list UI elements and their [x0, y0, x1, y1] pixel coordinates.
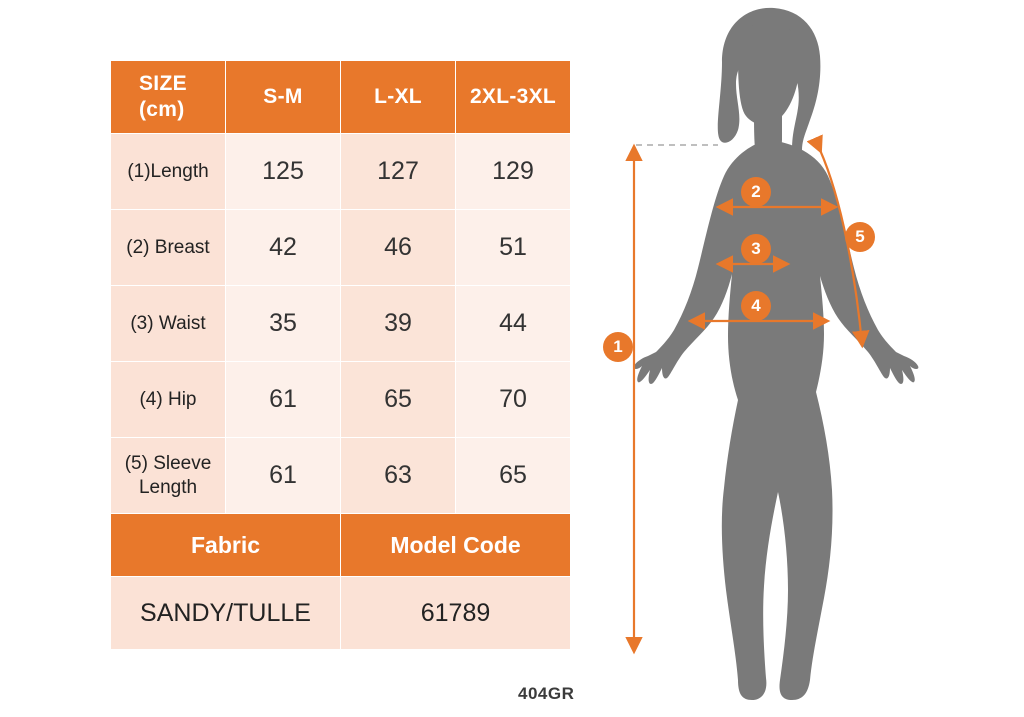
cell-hip-lxl: 65	[341, 362, 456, 438]
badge-waist: 3	[741, 234, 771, 264]
row-label-waist: (3) Waist	[111, 286, 226, 362]
row-label-sleeve-length: (5) Sleeve Length	[111, 438, 226, 514]
cell-waist-sm: 35	[226, 286, 341, 362]
header-size-2xl3xl: 2XL-3XL	[456, 61, 571, 134]
table-row	[111, 362, 571, 438]
table-row	[111, 210, 571, 286]
footer-header-fabric: Fabric	[111, 514, 341, 577]
footer-header-model-code: Model Code	[341, 514, 571, 577]
cell-breast-lxl: 46	[341, 210, 456, 286]
header-size-line1: SIZE	[139, 71, 187, 95]
header-size-sm: S-M	[226, 61, 341, 134]
cell-sleeve-lxl: 63	[341, 438, 456, 514]
cell-length-2xl3xl: 129	[456, 134, 571, 210]
row-label-hip: (4) Hip	[111, 362, 226, 438]
table-header-row	[111, 61, 571, 134]
cell-breast-sm: 42	[226, 210, 341, 286]
badge-breast: 2	[741, 177, 771, 207]
figure-svg	[596, 0, 1024, 717]
badge-hip: 4	[741, 291, 771, 321]
badge-length: 1	[603, 332, 633, 362]
footer-value-fabric: SANDY/TULLE	[111, 577, 341, 650]
cell-waist-lxl: 39	[341, 286, 456, 362]
cell-length-sm: 125	[226, 134, 341, 210]
table-row	[111, 438, 571, 514]
table-row	[111, 286, 571, 362]
cell-waist-2xl3xl: 44	[456, 286, 571, 362]
table-footer-header-row	[111, 514, 571, 577]
header-size-lxl: L-XL	[341, 61, 456, 134]
header-size-line2: (cm)	[139, 98, 185, 121]
badge-sleeve-length: 5	[845, 222, 875, 252]
cell-length-lxl: 127	[341, 134, 456, 210]
table-row	[111, 134, 571, 210]
header-size-cm	[111, 61, 226, 134]
size-chart-table-wrapper	[110, 60, 571, 650]
cell-sleeve-2xl3xl: 65	[456, 438, 571, 514]
footer-value-model-code: 61789	[341, 577, 571, 650]
row-label-breast: (2) Breast	[111, 210, 226, 286]
female-silhouette-icon	[634, 8, 919, 700]
product-code-label: 404GR	[518, 684, 575, 703]
table-footer-value-row	[111, 577, 571, 650]
cell-sleeve-sm: 61	[226, 438, 341, 514]
row-label-length: (1)Length	[111, 134, 226, 210]
cell-hip-2xl3xl: 70	[456, 362, 571, 438]
size-chart-table	[110, 60, 571, 650]
cell-hip-sm: 61	[226, 362, 341, 438]
measurement-figure	[596, 0, 1024, 717]
cell-breast-2xl3xl: 51	[456, 210, 571, 286]
